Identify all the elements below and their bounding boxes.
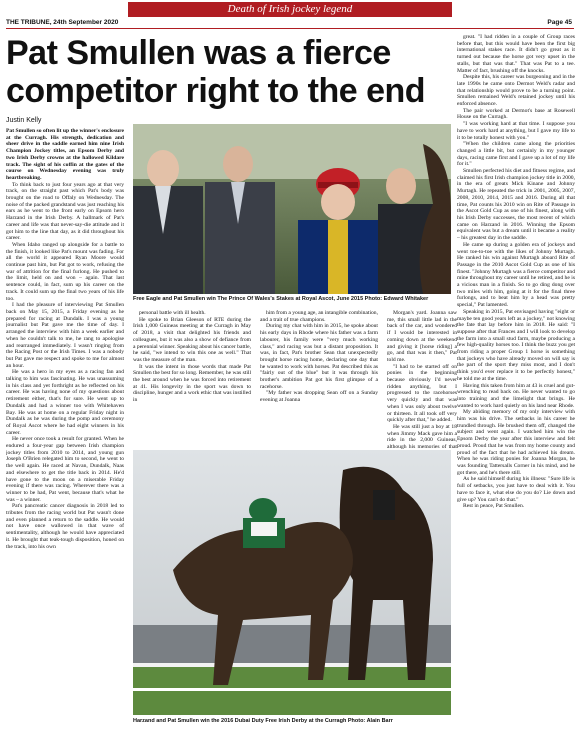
paragraph: Despite this, his career was burgeoning and in the late 1990s he came onto Dermot Weld's radar and that relationship would prove to be a turning point. Smullen remained Weld's retained jockey until his enforced absence. [457, 74, 575, 108]
headline: Pat Smullen was a fierce competitor right to the end [6, 34, 426, 110]
paragraph: He never once took a result for granted. When he endured a four-year gap between Irish champion jockey titles from 2010 to 2014, and young gun Joseph O'Brien relegated him to second, he went to the well again. He raced at Navan, Dundalk, Naas and elsewhere to get the title back in 2014. He'd have gone to the moon on a miserable Friday evening if there was racing. Wherever there was a winner to be had, Pat went, because that's what he was – a winner. [6, 436, 124, 503]
byline: Justin Kelly [6, 117, 42, 124]
issue-line: THE TRIBUNE, 24th September 2020 [6, 19, 119, 26]
section-banner: Death of Irish jockey legend [128, 2, 452, 17]
paragraph: As he said himself during his illness: "Sure life is full of setbacks, you just have to deal with it. You have to face it, what else do you do? Lie down and give up? You can't do that." [457, 476, 575, 503]
photo-prince-of-wales-stakes [133, 124, 451, 294]
paragraph: Speaking in 2015, Pat envisaged having "eight or maybe ten good years left as a jockey," not knowing the fate that lay before him in 2018. He said: "I suppose after that Frances and I will look to develop the farm into a small stud farm, maybe producing a few high-quality horses too. I think the buzz you get from riding a proper Group 1 horse is something that jockeys who have already moved on will say is the part of the sport they miss most, and I don't think you'd ever replace it to be perfectly honest," he told me at the time. [457, 308, 575, 382]
page-number: Page 45 [547, 19, 572, 26]
paragraph: "When the children came along the priorities changed a little bit, but certainly in my younger days, racing came first and I gave up a lot of my life for it." [457, 141, 575, 168]
photo-caption-2: Harzand and Pat Smullen win the 2016 Dubai Duty Free Irish Derby at the Curragh Photo: Alain Barr [133, 718, 393, 724]
paragraph: Smullen perfected his diet and fitness regime, and claimed his first Irish champion jockey title in 2000, in the era of greats Mick Kinane and Johnny Murtagh. He repeated the trick in 2001, 2005, 2007, 2008, 2010, 2014, 2015 and 2016. During all that time, Pat counts his 2010 win on Rite of Passage in the Ascot Gold Cup as one of his finest, along with his Irish Derby successes, the most recent of which came on Harzand in 2016. Winning the Epsom equivalent was but a dream until it became a reality – his greatest day in the saddle. [457, 168, 575, 242]
paragraph: Pat Smullen so often lit up the winner's enclosure at the Curragh. His strength, dedication and sheer drive in the saddle earned him nine Irish Champion Jockey titles, an Epsom Derby and two Irish Derby crowns at the hallowed Kildare track. The sight of his coffin at the gates of the course on Wednesday evening was truly heartbreaking. [6, 128, 124, 181]
paragraph: When Idaho ranged up alongside for a battle to the finish, it looked like Pat's mount was fading. For all the world it appeared Ryan Moore would continue past him, but Pat got to work, refusing the war of attrition for the final furlong. He pushed to the limit, held on and won – again. That last sentence could, in fact, sum up his career on the track. It could sum up the final two years of his life too. [6, 241, 124, 302]
paragraph: He was a hero in my eyes as a racing fan and talking to him was fascinating. He was unassuming in his class and yet forthright as he reflected on his career. He was having none of my questions about retirement either, that's for sure. He went up to Dundalk and had a winner too with Whitehaven Bay. He was at home on a regular Friday night in Dundalk as he was during the pomp and ceremony of Royal Ascot where he had eight winners in his career. [6, 369, 124, 436]
paragraph: I had the pleasure of interviewing Pat Smullen back on May 15, 2015, a Friday evening as he prepared for racing at Dundalk. I was a young journalist but Pat gave me the time of day. I arranged the interview with him a week earlier and when he couldn't talk to me, he rang to apologise and rearranged immediately. I wasn't ringing from the Racing Post or the Irish Times. I was a nobody but Pat gave me respect and spoke to me for almost an hour. [6, 302, 124, 369]
paragraph: The pair worked at Dermot's base at Rosewell House on the Curragh. [457, 107, 575, 121]
paragraph: It was the intent in those words that made Pat Smullen the best for so long. Remember, he was still the best around when he was forced into retirement at 41. His longevity in the sport was down to discipline, hunger and a work ethic that was instilled in [133, 363, 251, 404]
paragraph: Morgan's yard. Joanna saw me, this small little lad in the back of the car, and wondered if I would be interested in coming down at the weekend and giving it [horse riding] a go, and that was it then," Pat told me. [387, 310, 457, 363]
paragraph: He came up during a golden era of jockeys and went toe-to-toe with the likes of Johnny Murtagh. He ranked his win against Murtagh aboard Rite of Passage in the 2010 Ascot Gold Cup as one of his finest. "Johnny Murtagh was a fierce competitor and mine throughout my career until he retired, and he is a vicious man in a finish. So to go ding dong over two miles with him, going at it for the final three furlongs, and to beat him by a head was pretty special," Pat lamented. [457, 241, 575, 309]
paragraph: My abiding memory of my only interview with him was his drive. The setbacks in his career he trundled through. He brushed them off, changed the subject and went again. I watched him win the Epsom Derby the year after this interview and felt proud. Proud that he was from my home county and proud of the fact that he had achieved his dream. When he was riding ponies for Joanna Morgan, he was founding Tattersalls Corner in his mind, and he got there, and he's there still. [457, 409, 575, 476]
column-5 [457, 34, 575, 726]
paragraph: "I had to be started off on ponies in the beginning because obviously I'd never ridden anything, but I progressed to the racehorses very quickly and that was when I was only about twelve or thirteen. It all took off very quickly after that," he added. [387, 363, 457, 424]
paragraph: Rest in peace, Pat Smullen. [463, 503, 525, 510]
paragraph: Pat's pancreatic cancer diagnosis in 2018 led to tributes from the racing world but Pat wasn't done and even planned a return to the saddle. He would not have once wallowed in that wave of sentimentality, although he would have appreciated it. He brought that teak-tough disposition, honed on the track, into his own [6, 503, 124, 550]
paragraph: great. "I had ridden in a couple of Group races before that, but this would have been the first big international stakes race. It didn't go great as it turned out because the horse got very upset in the stalls, but that was that." That was Pat to a tee. Matter of fact, brushing off the knocks. [457, 34, 575, 74]
paragraph: personal battle with ill health. [139, 310, 206, 316]
column-1 [6, 128, 124, 726]
paragraph: He was still just a boy at 18 when Jimmy Mack gave him a ride in the 2,000 Guineas, although his memories of that [387, 423, 457, 451]
paragraph: "I was working hard at that time. I suppose you have to work hard at anything, but I gave my life to it to be totally honest with you." [457, 121, 575, 141]
photo-illustration [133, 124, 451, 294]
photo-caption-1: Free Eagle and Pat Smullen win The Prince Of Wales's Stakes at Royal Ascot, June 2015 Photo: Edward Whitaker [133, 296, 429, 302]
paragraph: "My father was dropping Sean off on a Sunday evening at Joanna [260, 390, 378, 404]
paragraph: During my chat with him in 2015, he spoke about his early days in Rhode where his father was a farm labourer, his family were "very much working class," and racing was but a distant proposition. It was, in fact, Pat's brother Sean that unexpectedly brought horse racing home, declaring one day that he wanted to work with horses. Pat described this as "fairly out of the blue" but it was through his brother's ambition Pat got his first glimpse of a racehorse. [260, 323, 378, 390]
paragraph: He spoke to Brian Gleeson of RTE during the Irish 1,000 Guineas meeting at the Curragh in May of 2018, a visit that delighted his friends and colleagues, but it was also a show of defiance from a perennial winner. Speaking about his cancer battle, he said, "we intend to win this one as well." That was the measure of the man. [133, 316, 251, 363]
paragraph: him from a young age, an intangible combination, and a trait of true champions. [260, 310, 378, 323]
header-rule [6, 28, 574, 29]
paragraph: To think back to just four years ago at that very track, on the straight past which Pat's body was brought on the road to Offaly on Wednesday. The noise of the packed grandstand was just reaching his ears as he went to the front early on Epsom hero Harzand in the Irish Derby. A hallmark of Pat's career and life was that never-say-die attitude and it got him to the line that day, as it did throughout his career. [6, 181, 124, 242]
paragraph: Having this taken from him at 43 is cruel and gut-wrenching to read back on. He never wanted to go into training and the limelight that brings. He wanted to work hard quietly on his land near Rhode. [457, 382, 575, 409]
photo-illustration [133, 450, 451, 715]
photo-irish-derby [133, 450, 451, 715]
